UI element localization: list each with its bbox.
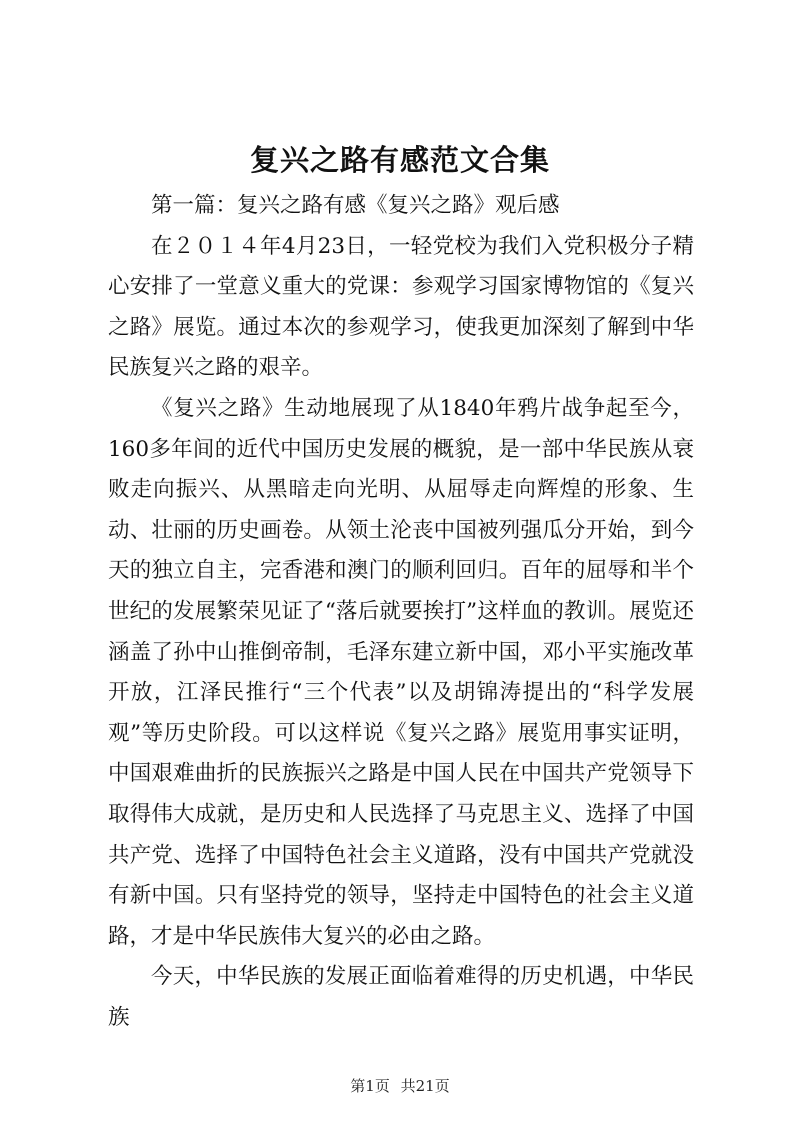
paragraph: 在２０１４年4月23日，一轻党校为我们入党积极分子精心安排了一堂意义重大的党课：参观学习国家博物馆的《复兴之路》展览。通过本次的参观学习，使我更加深刻了解到中华民族复兴之路的艰辛。 xyxy=(108,233,694,381)
document-title: 复兴之路有感范文合集 xyxy=(249,143,550,177)
page-total: 共21页 xyxy=(400,1077,450,1095)
section-heading: 第一篇：复兴之路有感《复兴之路》观后感 xyxy=(151,193,560,218)
paragraph: 《复兴之路》生动地展现了从1840年鸦片战争起至今，160多年间的近代中国历史发展的概貌，是一部中华民族从衰败走向振兴、从黑暗走向光明、从屈辱走向辉煌的形象、生动、壮丽的历史画卷。从领土沦丧中国被列强瓜分开始，到今天的独立自主，完香港和澳门的顺利回归。百年的屈辱和半个世纪的发展繁荣见证了“落后就要挨打”这样血的教训。展览还涵盖了孙中山推倒帝制，毛泽东建立新中国，邓小平实施改革开放，江泽民推行“三个代表”以及胡锦涛提出的“科学发展观”等历史阶段。可以这样说《复兴之路》展览用事实证明，中国艰难曲折的民族振兴之路是中国人民在中国共产党领导下取得伟大成就，是历史和人民选择了马克思主义、选择了中国共产党、选择了中国特色社会主义道路，没有中国共产党就没有新中国。只有坚持党的领导，坚持走中国特色的社会主义道路，才是中华民族伟大复兴的必由之路。 xyxy=(108,395,694,949)
page-number: 第1页 xyxy=(350,1077,390,1095)
document-body xyxy=(108,186,694,1038)
paragraph: 今天，中华民族的发展正面临着难得的历史机遇，中华民族 xyxy=(108,964,694,1030)
page-footer xyxy=(0,1076,800,1096)
